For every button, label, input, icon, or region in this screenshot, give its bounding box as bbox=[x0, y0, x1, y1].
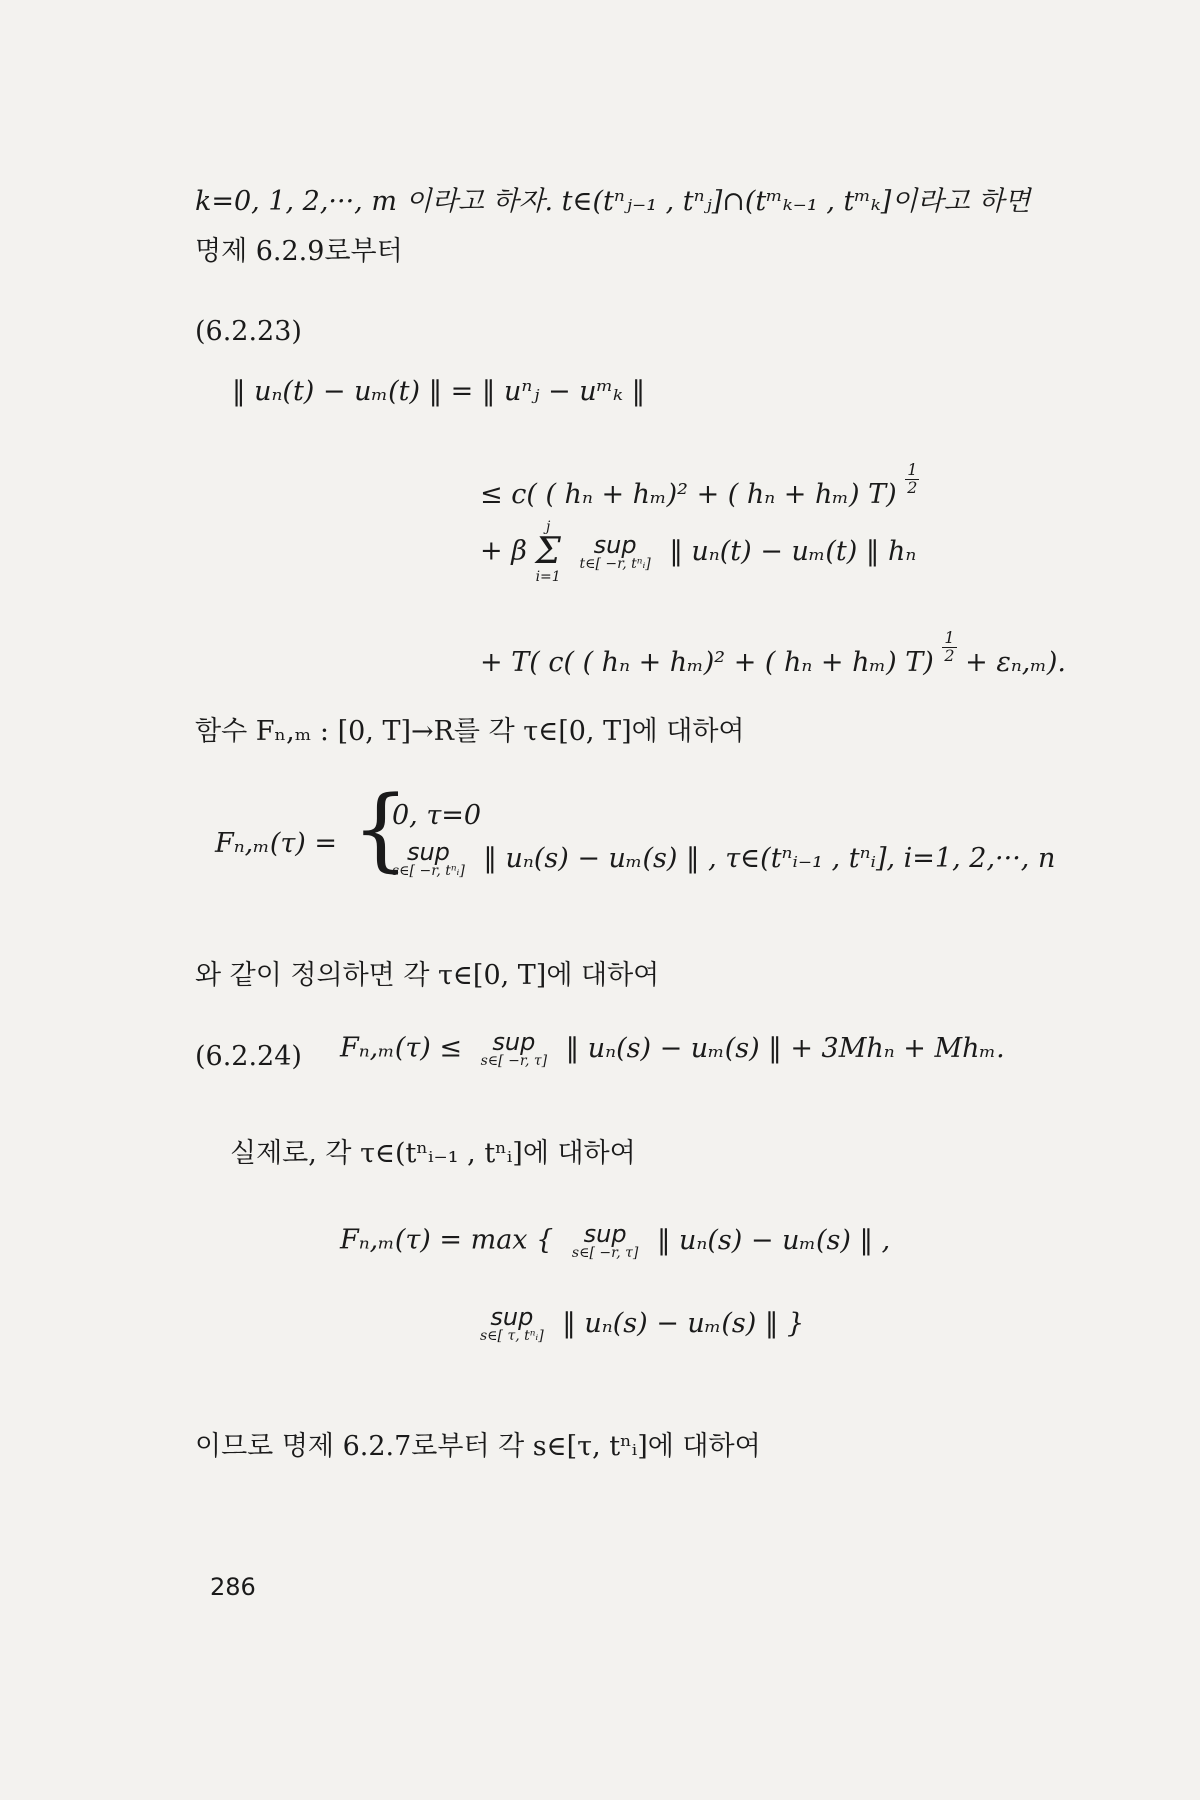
fraction-denominator: 2 bbox=[907, 477, 918, 497]
equation-6-2-23-row1 bbox=[480, 462, 919, 508]
equation-label-6-2-23: (6.2.23) bbox=[195, 316, 302, 347]
sup-label: sup bbox=[492, 1028, 536, 1056]
text-line-6: 이므로 명제 6.2.7로부터 각 s∈[τ, tⁿᵢ]에 대하여 bbox=[195, 1431, 761, 1462]
sup-operator bbox=[579, 533, 650, 571]
sup-label: sup bbox=[593, 531, 637, 559]
equation-6-2-23-row3-tail: + εₙ,ₘ). bbox=[965, 646, 1067, 678]
half-exponent bbox=[942, 630, 956, 665]
sup-subscript: s∈[ −r, τ] bbox=[571, 1245, 639, 1261]
fraction-numerator: 1 bbox=[944, 628, 955, 647]
definition-case-2 bbox=[392, 840, 1055, 878]
sup-operator bbox=[481, 1030, 547, 1068]
equation-6-2-23-row3 bbox=[480, 630, 1066, 676]
max-expression-row2 bbox=[480, 1305, 804, 1343]
summation-upper: j bbox=[545, 519, 551, 535]
sup-subscript: t∈[ −r, tⁿᵢ] bbox=[579, 556, 651, 572]
sup-label: sup bbox=[490, 1303, 534, 1331]
sup-subscript: s∈[ τ, tⁿᵢ] bbox=[480, 1328, 544, 1344]
max-expression-row1 bbox=[340, 1222, 890, 1260]
definition-lhs: Fₙ,ₘ(τ) = bbox=[215, 828, 338, 859]
equation-6-2-23-row1-text: ≤ c( ( hₙ + hₘ)² + ( hₙ + hₘ) T) bbox=[480, 478, 897, 510]
sup-operator bbox=[392, 840, 465, 878]
equation-6-2-24-lhs: Fₙ,ₘ(τ) ≤ bbox=[340, 1032, 463, 1064]
left-brace: { bbox=[352, 777, 410, 882]
definition-case-1: 0, τ=0 bbox=[392, 800, 482, 831]
sup-operator bbox=[480, 1305, 544, 1343]
equation-6-2-23-row3-text: + T( c( ( hₙ + hₘ)² + ( hₙ + hₘ) T) bbox=[480, 646, 934, 678]
sup-label: sup bbox=[583, 1220, 627, 1248]
sigma-symbol: Σ bbox=[535, 531, 561, 572]
equation-6-2-24 bbox=[340, 1030, 1005, 1068]
equation-6-2-24-rhs: ‖ uₙ(s) − uₘ(s) ‖ + 3Mhₙ + Mhₘ. bbox=[565, 1032, 1005, 1064]
equation-6-2-23-row2-text: ‖ uₙ(t) − uₘ(t) ‖ hₙ bbox=[669, 535, 917, 567]
fraction-denominator: 2 bbox=[944, 645, 955, 665]
half-exponent bbox=[905, 462, 919, 497]
equation-6-2-23-lhs: ‖ uₙ(t) − uₘ(t) ‖ = ‖ uⁿⱼ − uᵐₖ ‖ bbox=[232, 376, 646, 407]
equation-label-6-2-24: (6.2.24) bbox=[195, 1041, 302, 1072]
sup-operator bbox=[572, 1222, 638, 1260]
summation-lower: i=1 bbox=[535, 569, 561, 585]
max-expression-row2-text: ‖ uₙ(s) − uₘ(s) ‖ } bbox=[562, 1307, 805, 1339]
equation-6-2-23-row2-prefix: + β bbox=[480, 535, 527, 567]
sup-subscript: s∈[ −r, tⁿᵢ] bbox=[392, 863, 465, 879]
text-line-2: 명제 6.2.9로부터 bbox=[195, 236, 403, 267]
page-number: 286 bbox=[210, 1573, 256, 1601]
equation-6-2-23-row2 bbox=[480, 520, 916, 584]
max-expression-row1-text: ‖ uₙ(s) − uₘ(s) ‖ , bbox=[656, 1224, 891, 1256]
fraction-numerator: 1 bbox=[907, 460, 918, 479]
sup-label: sup bbox=[406, 838, 450, 866]
sup-subscript: s∈[ −r, τ] bbox=[480, 1053, 548, 1069]
text-line-4: 와 같이 정의하면 각 τ∈[0, T]에 대하여 bbox=[195, 960, 660, 991]
summation-operator bbox=[535, 520, 560, 584]
definition-case-2-text: ‖ uₙ(s) − uₘ(s) ‖ , τ∈(tⁿᵢ₋₁ , tⁿᵢ], i=1, 2,···, n bbox=[483, 842, 1056, 874]
text-line-1: k=0, 1, 2,···, m 이라고 하자. t∈(tⁿⱼ₋₁ , tⁿⱼ]∩(tᵐₖ₋₁ , tᵐₖ]이라고 하면 bbox=[195, 186, 1031, 217]
text-line-5: 실제로, 각 τ∈(tⁿᵢ₋₁ , tⁿᵢ]에 대하여 bbox=[230, 1138, 636, 1169]
text-line-3: 함수 Fₙ,ₘ : [0, T]→R를 각 τ∈[0, T]에 대하여 bbox=[195, 716, 745, 747]
max-expression-lhs: Fₙ,ₘ(τ) = max { bbox=[340, 1224, 554, 1256]
